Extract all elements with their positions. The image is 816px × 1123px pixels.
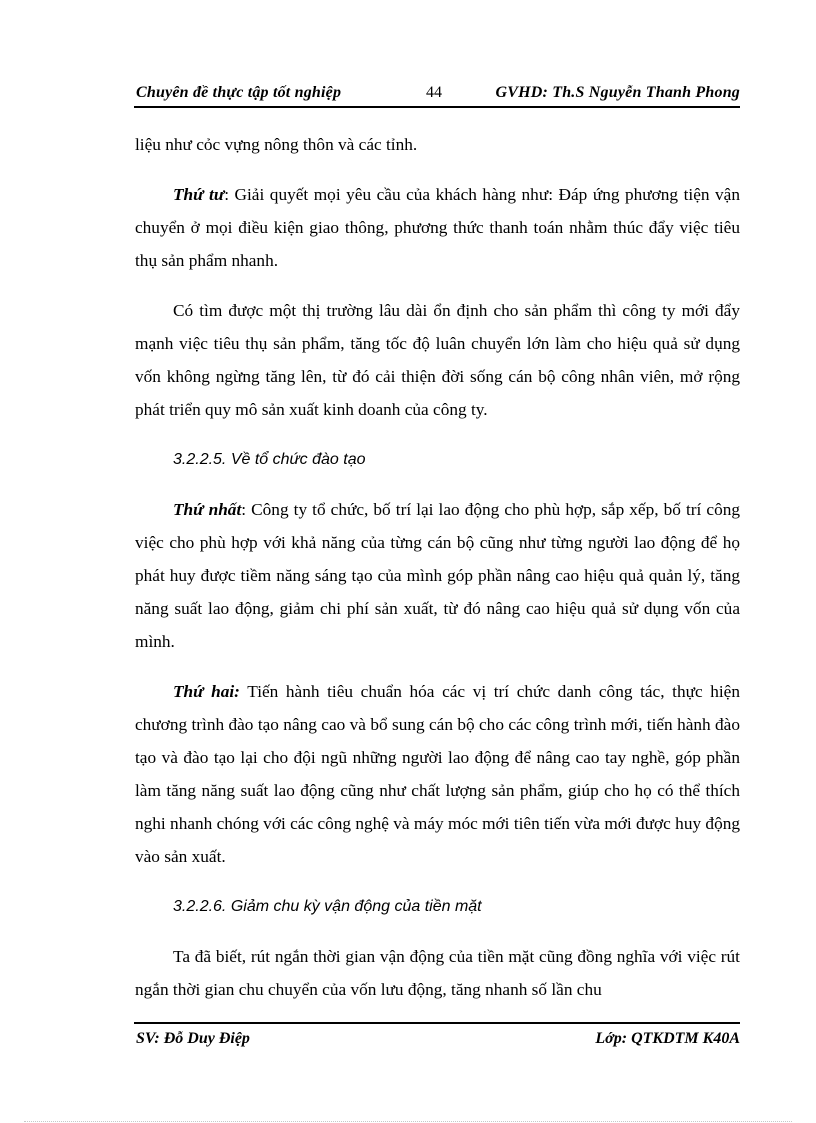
- page-footer: [134, 1022, 740, 1054]
- paragraph-cash-cycle: Ta đã biết, rút ngắn thời gian vận động của tiền mặt cũng đồng nghĩa với việc rút ngắn thời gian chu chuyển của vốn lưu động, tăng nhanh số lần chu: [135, 947, 740, 999]
- paragraph-continued: liệu như cỏc vựng nông thôn và các tỉnh.: [135, 135, 418, 154]
- paragraph-lead: Thứ hai:: [173, 682, 240, 701]
- section-heading: 3.2.2.5. Về tổ chức đào tạo: [173, 451, 366, 468]
- paragraph-thu-nhat: [135, 493, 740, 658]
- paragraph-lead: Thứ tư: [173, 185, 225, 204]
- page-edge-divider: [24, 1121, 792, 1122]
- paragraph-market: Có tìm được một thị trường lâu dài ổn định cho sản phẩm thì công ty mới đẩy mạnh việc tiêu thụ sản phẩm, tăng tốc độ luân chuyển lớn làm cho hiệu quả sử dụng vốn không ngừng tăng lên, từ đó cải thiện đời sống cán bộ công nhân viên, mở rộng phát triển quy mô sản xuất kinh doanh của công ty.: [135, 301, 740, 419]
- header-supervisor: GVHD: Th.S Nguyễn Thanh Phong: [495, 84, 740, 101]
- header-thesis-title: Chuyên đề thực tập tốt nghiệp: [136, 84, 342, 101]
- section-heading: 3.2.2.6. Giảm chu kỳ vận động của tiền mặt: [173, 898, 482, 915]
- paragraph-thu-hai: [135, 675, 740, 873]
- footer-student: SV: Đỗ Duy Điệp: [136, 1030, 250, 1047]
- page-body: [135, 128, 740, 1023]
- footer-class: Lớp: QTKDTM K40A: [595, 1030, 740, 1047]
- paragraph-text: Tiến hành tiêu chuẩn hóa các vị trí chức danh công tác, thực hiện chương trình đào tạo nâng cao và bổ sung cán bộ cho các công trình mới, tiến hành đào tạo và đào tạo lại cho đội ngũ những người lao động để nâng cao tay nghề, góp phần làm tăng năng suất lao động cũng như chất lượng sản phẩm, giúp cho họ có thể thích nghi nhanh chóng với các công nghệ và máy móc mới tiên tiến vừa mới được huy động vào sản xuất.: [135, 682, 740, 866]
- paragraph-text: : Giải quyết mọi yêu cầu của khách hàng như: Đáp ứng phương tiện vận chuyển ở mọi điều kiện giao thông, phương thức thanh toán nhằm thúc đẩy việc tiêu thụ sản phẩm nhanh.: [135, 185, 740, 270]
- page-header: [134, 82, 740, 108]
- paragraph-lead: Thứ nhất: [173, 500, 242, 519]
- paragraph-text: : Công ty tổ chức, bố trí lại lao động cho phù hợp, sắp xếp, bố trí công việc cho phù hợp với khả năng của từng cán bộ cũng như từng người lao động để họ phát huy được tiềm năng sáng tạo của mình góp phần nâng cao hiệu quả quản lý, tăng năng suất lao động, giảm chi phí sản xuất, từ đó nâng cao hiệu quả sử dụng vốn của mình.: [135, 500, 740, 651]
- paragraph-thu-tu: [135, 178, 740, 277]
- page-number: 44: [426, 84, 442, 101]
